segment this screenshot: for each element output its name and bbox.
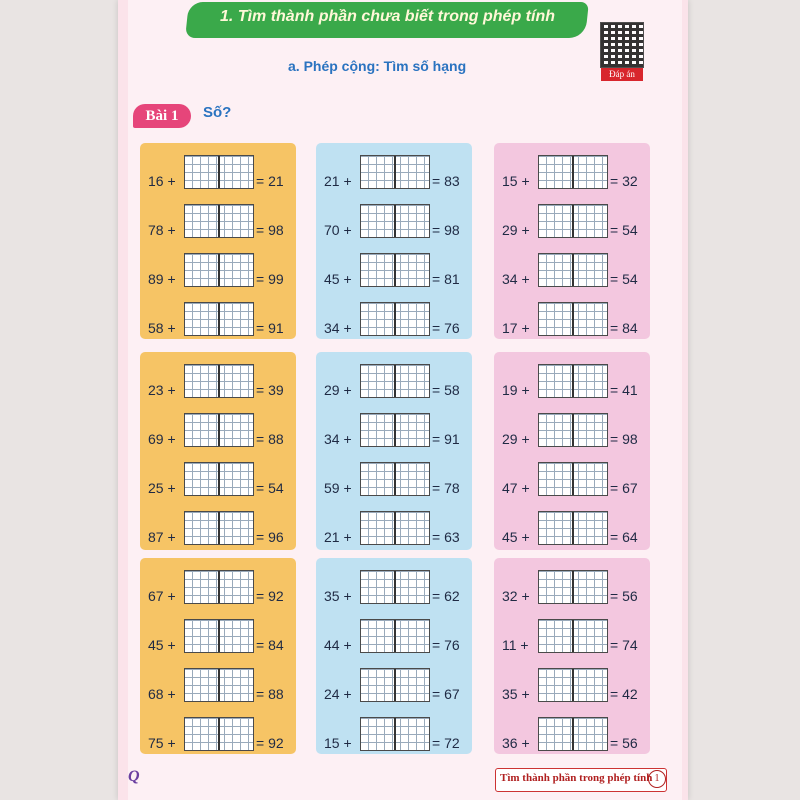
exercise-panel (316, 143, 472, 339)
answer-label[interactable]: Đáp án (601, 68, 643, 81)
sum-text: = 76 (432, 637, 460, 653)
addend-text: 59 + (324, 480, 352, 496)
answer-box[interactable] (360, 155, 430, 189)
sum-text: = 74 (610, 637, 638, 653)
sum-text: = 58 (432, 382, 460, 398)
addend-text: 15 + (324, 735, 352, 751)
answer-box[interactable] (360, 413, 430, 447)
answer-box[interactable] (184, 253, 254, 287)
sum-text: = 32 (610, 173, 638, 189)
sum-text: = 76 (432, 320, 460, 336)
addend-text: 70 + (324, 222, 352, 238)
exercise-panel (140, 143, 296, 339)
answer-box[interactable] (538, 717, 608, 751)
sum-text: = 84 (256, 637, 284, 653)
addend-text: 35 + (502, 686, 530, 702)
addend-text: 19 + (502, 382, 530, 398)
addend-text: 16 + (148, 173, 176, 189)
section-subtitle: a. Phép cộng: Tìm số hạng (288, 58, 467, 74)
answer-box[interactable] (538, 364, 608, 398)
sum-text: = 96 (256, 529, 284, 545)
addend-text: 47 + (502, 480, 530, 496)
answer-box[interactable] (184, 364, 254, 398)
exercise-prompt: Số? (203, 104, 232, 121)
addend-text: 45 + (148, 637, 176, 653)
addend-text: 24 + (324, 686, 352, 702)
sum-text: = 99 (256, 271, 284, 287)
page-title: 1. Tìm thành phần chưa biết trong phép tính (220, 8, 555, 25)
answer-box[interactable] (360, 570, 430, 604)
exercise-panel (494, 352, 650, 550)
addend-text: 44 + (324, 637, 352, 653)
answer-box[interactable] (360, 204, 430, 238)
sum-text: = 91 (256, 320, 284, 336)
exercise-panel (140, 558, 296, 754)
answer-box[interactable] (184, 413, 254, 447)
sum-text: = 41 (610, 382, 638, 398)
answer-box[interactable] (538, 668, 608, 702)
sum-text: = 98 (256, 222, 284, 238)
qr-code-icon[interactable] (600, 22, 644, 68)
exercise-panel (140, 352, 296, 550)
addend-text: 11 + (502, 637, 529, 653)
answer-box[interactable] (538, 462, 608, 496)
addend-text: 45 + (502, 529, 530, 545)
addend-text: 17 + (502, 320, 530, 336)
addend-text: 15 + (502, 173, 530, 189)
sum-text: = 64 (610, 529, 638, 545)
addend-text: 75 + (148, 735, 176, 751)
sum-text: = 42 (610, 686, 638, 702)
sum-text: = 54 (610, 222, 638, 238)
page-number: 1 (648, 770, 666, 788)
publisher-logo: Q (128, 768, 140, 785)
addend-text: 23 + (148, 382, 176, 398)
answer-box[interactable] (184, 302, 254, 336)
exercise-panel (316, 352, 472, 550)
sum-text: = 81 (432, 271, 460, 287)
sum-text: = 56 (610, 588, 638, 604)
addend-text: 21 + (324, 173, 352, 189)
addend-text: 69 + (148, 431, 176, 447)
sum-text: = 62 (432, 588, 460, 604)
sum-text: = 67 (432, 686, 460, 702)
sum-text: = 67 (610, 480, 638, 496)
addend-text: 34 + (324, 320, 352, 336)
addend-text: 25 + (148, 480, 176, 496)
exercise-panel (494, 558, 650, 754)
sum-text: = 83 (432, 173, 460, 189)
answer-box[interactable] (538, 155, 608, 189)
footer-caption: Tìm thành phần trong phép tính (500, 772, 653, 784)
sum-text: = 91 (432, 431, 460, 447)
answer-box[interactable] (538, 619, 608, 653)
answer-box[interactable] (184, 619, 254, 653)
answer-box[interactable] (184, 511, 254, 545)
answer-box[interactable] (538, 511, 608, 545)
answer-box[interactable] (360, 717, 430, 751)
answer-box[interactable] (360, 253, 430, 287)
addend-text: 34 + (502, 271, 530, 287)
answer-box[interactable] (184, 204, 254, 238)
answer-box[interactable] (538, 570, 608, 604)
addend-text: 29 + (324, 382, 352, 398)
sum-text: = 72 (432, 735, 460, 751)
sum-text: = 92 (256, 588, 284, 604)
answer-box[interactable] (360, 462, 430, 496)
addend-text: 36 + (502, 735, 530, 751)
addend-text: 21 + (324, 529, 352, 545)
answer-box[interactable] (360, 511, 430, 545)
sum-text: = 88 (256, 686, 284, 702)
exercise-panel (316, 558, 472, 754)
answer-box[interactable] (360, 364, 430, 398)
addend-text: 32 + (502, 588, 530, 604)
addend-text: 78 + (148, 222, 176, 238)
answer-box[interactable] (184, 570, 254, 604)
sum-text: = 92 (256, 735, 284, 751)
answer-box[interactable] (184, 462, 254, 496)
sum-text: = 88 (256, 431, 284, 447)
exercise-badge: Bài 1 (133, 104, 191, 128)
addend-text: 87 + (148, 529, 176, 545)
addend-text: 29 + (502, 222, 530, 238)
exercise-panel (494, 143, 650, 339)
sum-text: = 63 (432, 529, 460, 545)
sum-text: = 84 (610, 320, 638, 336)
answer-box[interactable] (538, 253, 608, 287)
sum-text: = 98 (610, 431, 638, 447)
answer-box[interactable] (360, 302, 430, 336)
addend-text: 45 + (324, 271, 352, 287)
addend-text: 35 + (324, 588, 352, 604)
addend-text: 89 + (148, 271, 176, 287)
answer-box[interactable] (538, 204, 608, 238)
addend-text: 68 + (148, 686, 176, 702)
addend-text: 34 + (324, 431, 352, 447)
sum-text: = 78 (432, 480, 460, 496)
sum-text: = 54 (256, 480, 284, 496)
answer-box[interactable] (538, 302, 608, 336)
answer-box[interactable] (360, 668, 430, 702)
answer-box[interactable] (360, 619, 430, 653)
answer-box[interactable] (184, 668, 254, 702)
answer-box[interactable] (184, 155, 254, 189)
sum-text: = 21 (256, 173, 284, 189)
sum-text: = 98 (432, 222, 460, 238)
answer-box[interactable] (184, 717, 254, 751)
sum-text: = 56 (610, 735, 638, 751)
sum-text: = 54 (610, 271, 638, 287)
answer-box[interactable] (538, 413, 608, 447)
sum-text: = 39 (256, 382, 284, 398)
addend-text: 58 + (148, 320, 176, 336)
addend-text: 29 + (502, 431, 530, 447)
addend-text: 67 + (148, 588, 176, 604)
